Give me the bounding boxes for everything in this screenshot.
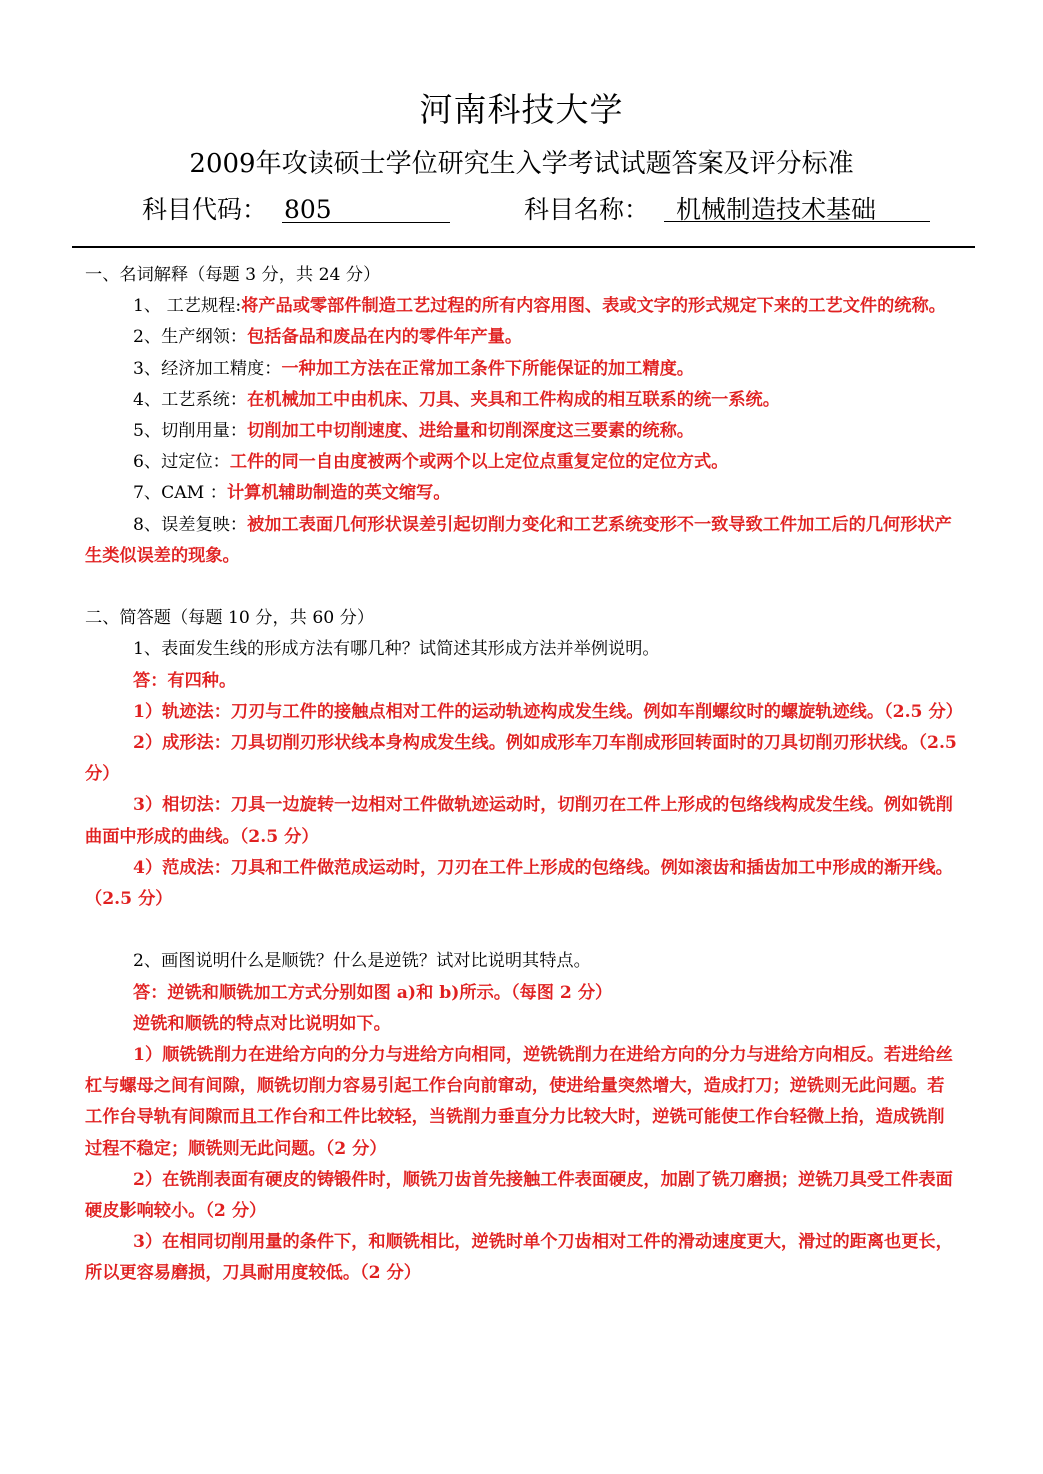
answer-intro: 答：逆铣和顺铣加工方式分别如图 a)和 b)所示。（每图 2 分） <box>133 982 613 1003</box>
exam-title: 2009年攻读硕士学位研究生入学考试试题答案及评分标准 <box>189 149 854 179</box>
subject-info-row <box>142 192 942 228</box>
spacer <box>85 915 960 946</box>
section-heading: 一、名词解释（每题 3 分，共 24 分） <box>85 265 381 285</box>
term-answer: 一种加工方法在正常加工条件下所能保证的加工精度。 <box>281 358 694 379</box>
term-label: 5、切削用量： <box>133 421 248 442</box>
term-answer: 包括备品和废品在内的零件年产量。 <box>247 327 523 348</box>
term-answer: 工件的同一自由度被两个或两个以上定位点重复定位的定位方式。 <box>229 452 729 473</box>
term-item <box>85 354 960 385</box>
term-answer: 将产品或零部件制造工艺过程的所有内容用图、表或文字的形式规定下来的工艺文件的统称。 <box>241 296 946 317</box>
term-label: 1、 工艺规程: <box>133 296 242 317</box>
answer-point: 2）在铣削表面有硬皮的铸锻件时，顺铣刀齿首先接触工件表面硬皮，加剧了铣刀磨损；逆铣刀具受工件表面硬皮影响较小。（2 分） <box>85 1169 953 1222</box>
term-item <box>85 447 960 478</box>
subject-code-label: 科目代码： <box>142 195 268 224</box>
answer-intro: 答：有四种。 <box>133 670 237 691</box>
answer-point: 4）范成法：刀具和工件做范成运动时，刀刃在工件上形成的包络线。例如滚齿和插齿加工中形成的渐开线。（2.5 分） <box>85 857 953 910</box>
header-divider <box>72 246 975 248</box>
term-answer: 在机械加工中由机床、刀具、夹具和工件构成的相互联系的统一系统。 <box>247 389 780 410</box>
section-heading: 二、简答题（每题 10 分，共 60 分） <box>85 608 375 629</box>
answer-point: 1）轨迹法：刀刃与工件的接触点相对工件的运动轨迹构成发生线。例如车削螺纹时的螺旋轨迹线。（2.5 分） <box>133 701 963 722</box>
term-answer: 切削加工中切削速度、进给量和切削深度这三要素的统称。 <box>247 421 694 442</box>
term-label: 7、CAM ： <box>133 483 227 504</box>
university-title: 河南科技大学 <box>419 90 624 129</box>
answer-point: 2）成形法：刀具切削刃形状线本身构成发生线。例如成形车刀车削成形回转面时的刀具切削刃形状线。（2.5 分） <box>85 733 957 785</box>
term-item <box>85 416 960 447</box>
answer-intro: 逆铣和顺铣的特点对比说明如下。 <box>133 1013 391 1034</box>
answer-point: 1）顺铣铣削力在进给方向的分力与进给方向相同，逆铣铣削力在进给方向的分力与进给方向相反。若进给丝杠与螺母之间有间隙，顺铣切削力容易引起工作台向前窜动，使进给量突然增大，造成打刀；逆铣则无此问题。若工作台导轨有间隙而且工作台和工件比较轻，当铣削力垂直分力比较大时，逆铣可能使工作台轻微上抬，造成铣削过程不稳定；顺铣则无此问题。（2 分） <box>85 1045 953 1159</box>
term-answer: 计算机辅助制造的英文缩写。 <box>226 483 451 504</box>
subject-name-label: 科目名称： <box>524 195 650 224</box>
answer-point: 3）相切法：刀具一边旋转一边相对工件做轨迹运动时，切削刃在工件上形成的包络线构成发生线。例如铣削曲面中形成的曲线。（2.5 分） <box>85 795 953 847</box>
term-item <box>85 385 960 416</box>
spacer <box>85 572 960 603</box>
answer-point: 3）在相同切削用量的条件下，和顺铣相比，逆铣时单个刀齿相对工件的滑动速度更大，滑过的距离也更长，所以更容易磨损，刀具耐用度较低。（2 分） <box>85 1232 953 1284</box>
answer-body <box>85 260 963 1290</box>
term-label: 8、误差复映： <box>133 514 248 535</box>
term-item <box>85 510 960 572</box>
term-answer: 被加工表面几何形状误差引起切削力变化和工艺系统变形不一致导致工件加工后的几何形状产生类似误差的现象。 <box>85 514 952 566</box>
term-item <box>85 291 960 322</box>
subject-name-value: 机械制造技术基础 <box>664 192 930 222</box>
question-text: 1、表面发生线的形成方法有哪几种？试简述其形成方法并举例说明。 <box>133 639 660 660</box>
term-item <box>85 322 960 353</box>
term-label: 4、工艺系统： <box>133 389 248 410</box>
question-text: 2、画图说明什么是顺铣？什么是逆铣？试对比说明其特点。 <box>133 951 591 972</box>
term-label: 3、经济加工精度： <box>133 358 282 379</box>
term-label: 6、过定位： <box>133 452 230 473</box>
subject-code-value: 805 <box>282 192 450 223</box>
term-label: 2、生产纲领： <box>133 327 248 348</box>
term-item <box>85 478 960 509</box>
